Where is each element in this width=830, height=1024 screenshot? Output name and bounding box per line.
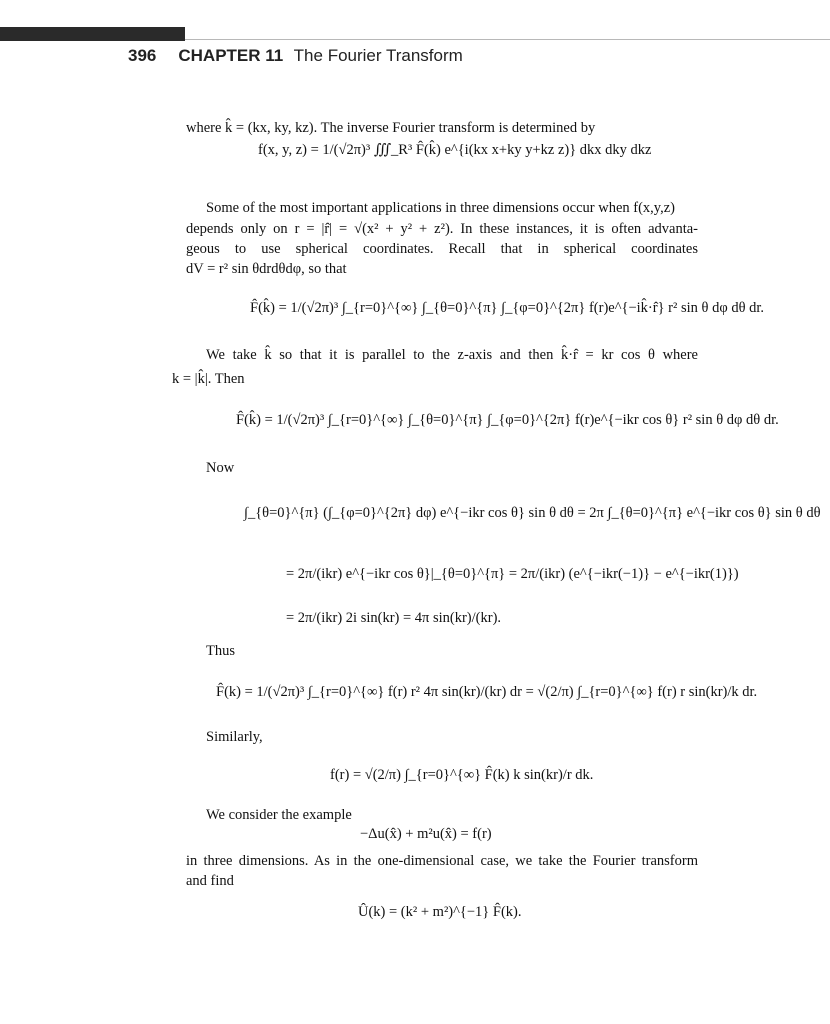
paragraph-where: where k̂ = (kx, ky, kz). The inverse Fourier transform is determined by <box>186 120 596 136</box>
paragraph-applications-3: geous to use spherical coordinates. Recall that in spherical coordinates <box>186 241 698 257</box>
equation-parallel-transform <box>236 412 779 429</box>
equation-angular-step-2 <box>286 566 739 583</box>
top-rule <box>0 27 830 41</box>
equation-inverse-radial <box>330 767 593 784</box>
chapter-title: The Fourier Transform <box>293 46 463 65</box>
paragraph-take-1: We take k̂ so that it is parallel to the z-axis and then k̂·r̂ = kr cos θ where <box>206 347 698 363</box>
equation-example <box>360 826 492 843</box>
equation-text: −Δu(x̂) + m²u(x̂) = f(r) <box>360 826 492 842</box>
equation-angular-step-3 <box>286 610 501 627</box>
equation-text: = 2π/(ikr) e^{−ikr cos θ}|_{θ=0}^{π} = 2π/(ikr) (e^{−ikr(−1)} − e^{−ikr(1)}) <box>286 566 739 582</box>
equation-text: F̂(k̂) = 1/(√2π)³ ∫_{r=0}^{∞} ∫_{θ=0}^{π} ∫_{φ=0}^{2π} f(r)e^{−ikr cos θ} r² sin θ dφ dθ dr. <box>236 412 779 428</box>
equation-angular-integral <box>244 505 821 522</box>
top-rule-dark-band <box>0 27 185 41</box>
equation-text: F̂(k̂) = 1/(√2π)³ ∫_{r=0}^{∞} ∫_{θ=0}^{π} ∫_{φ=0}^{2π} f(r)e^{−ik̂·r̂} r² sin θ dφ dθ dr. <box>250 300 765 316</box>
chapter-label: CHAPTER 11 <box>178 46 284 65</box>
equation-text: F̂(k) = 1/(√2π)³ ∫_{r=0}^{∞} f(r) r² 4π sin(kr)/(kr) dr = √(2/π) ∫_{r=0}^{∞} f(r) r sin(kr)/k dr. <box>216 684 758 700</box>
paragraph-take-2: k = |k̂|. Then <box>172 371 245 387</box>
equation-text: f(r) = √(2/π) ∫_{r=0}^{∞} F̂(k) k sin(kr)/r dk. <box>330 767 594 783</box>
paragraph-three-dim-1: in three dimensions. As in the one-dimensional case, we take the Fourier transform <box>186 853 698 869</box>
label-now: Now <box>206 460 235 476</box>
paragraph-applications-2: depends only on r = |r̂| = √(x² + y² + z²). In these instances, it is often advanta- <box>186 221 698 237</box>
paragraph-applications-1: Some of the most important applications in three dimensions occur when f(x,y,z) <box>206 200 675 216</box>
equation-text: Û(k) = (k² + m²)^{−1} F̂(k). <box>358 904 522 920</box>
equation-inverse-transform <box>258 142 651 159</box>
top-rule-line <box>185 39 830 40</box>
equation-text: f(x, y, z) = 1/(√2π)³ ∭_R³ F̂(k̂) e^{i(kx x+ky y+kz z)} dkx dky dkz <box>258 142 652 158</box>
equation-spherical-transform <box>250 300 764 317</box>
paragraph-consider: We consider the example <box>206 807 352 823</box>
equation-solution <box>358 904 522 921</box>
paragraph-applications-4: dV = r² sin θdrdθdφ, so that <box>186 261 347 277</box>
equation-text: = 2π/(ikr) 2i sin(kr) = 4π sin(kr)/(kr). <box>286 610 502 626</box>
label-thus: Thus <box>206 643 235 659</box>
label-similarly: Similarly, <box>206 729 263 745</box>
paragraph-three-dim-2: and find <box>186 873 234 889</box>
running-header <box>128 46 463 66</box>
equation-text: ∫_{θ=0}^{π} (∫_{φ=0}^{2π} dφ) e^{−ikr cos θ} sin θ dθ = 2π ∫_{θ=0}^{π} e^{−ikr cos θ} sin θ dθ <box>244 505 821 521</box>
equation-radial-transform <box>216 684 757 701</box>
page-number: 396 <box>128 46 157 65</box>
